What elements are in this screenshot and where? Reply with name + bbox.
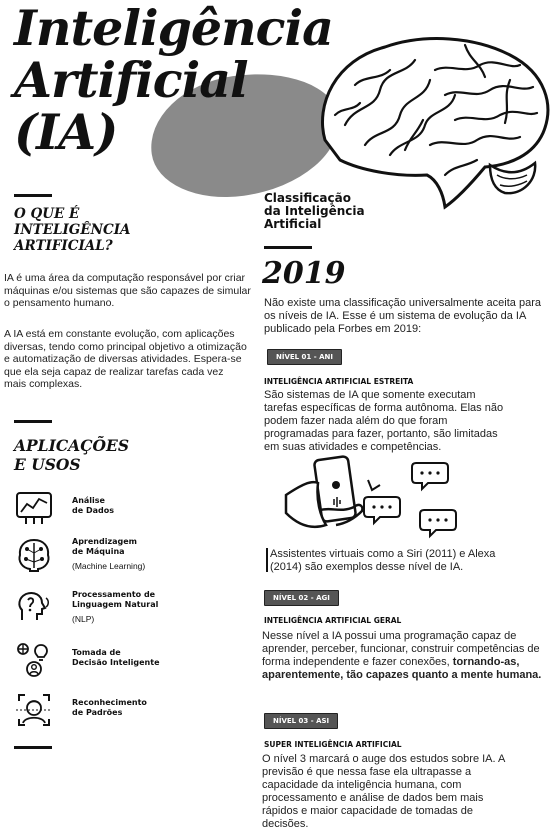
divider xyxy=(14,194,52,197)
divider xyxy=(14,746,52,749)
data-analysis-icon xyxy=(14,488,54,528)
heading-line: ARTIFICIAL? xyxy=(14,238,113,254)
level-heading: INTELIGÊNCIA ARTIFICIAL GERAL xyxy=(264,616,402,625)
application-sub: (NLP) xyxy=(72,614,95,624)
application-label xyxy=(72,698,147,718)
page-title xyxy=(14,0,333,161)
application-label-line: Aprendizagem xyxy=(72,537,137,546)
application-label xyxy=(72,496,114,516)
application-label-line: de Máquina xyxy=(72,547,125,556)
application-label-line: Reconhecimento xyxy=(72,698,147,707)
application-sub: (Machine Learning) xyxy=(72,561,146,571)
applications-heading xyxy=(14,436,129,474)
application-label-line: Tomada de xyxy=(72,648,121,657)
level-heading: SUPER INTELIGÊNCIA ARTIFICIAL xyxy=(264,740,402,749)
classification-title-line: Artificial xyxy=(264,217,322,231)
level-text-bold: tornando-as, aparentemente, tão capazes quanto a mente humana. xyxy=(262,656,542,681)
level-text: São sistemas de IA que somente executam tarefas específicas de forma autônoma. Elas não podem fazer nada além do que foram programadas para fazer, portanto, são limitadas em suas atividades e competências. xyxy=(264,389,504,453)
classification-intro: Não existe uma classificação universalmente aceita para os níveis de IA. Esse é um sistema de evolução da IA publicado pela Forbes em 2019: xyxy=(264,297,541,335)
application-label-line: Análise xyxy=(72,496,105,505)
title-line: Artificial xyxy=(14,51,248,109)
application-label xyxy=(72,648,160,668)
application-label-line: Processamento de xyxy=(72,590,156,599)
level-text-regular: Nesse nível a IA possui uma programação capaz de aprender, perceber, funcionar, construir competências de forma independente e fazer conexões, xyxy=(262,630,540,668)
nlp-icon xyxy=(14,588,54,628)
divider xyxy=(14,420,52,423)
level-badge: NÍVEL 02 - AGI xyxy=(264,590,339,606)
virtual-assistant-illustration xyxy=(276,455,476,550)
classification-title-line: Classificação xyxy=(264,191,351,205)
application-label-line: Decisão Inteligente xyxy=(72,658,160,667)
application-item xyxy=(14,488,244,528)
application-label-line: de Dados xyxy=(72,506,114,515)
heading-line: INTELIGÊNCIA xyxy=(14,222,131,238)
application-item xyxy=(14,640,244,680)
pattern-recognition-icon xyxy=(14,690,54,730)
intro-heading xyxy=(14,206,131,254)
application-item xyxy=(14,588,244,628)
level-note: Assistentes virtuais como a Siri (2011) e Alexa (2014) são exemplos desse nível de IA. xyxy=(270,548,496,573)
level-text: O nível 3 marcará o auge dos estudos sobre IA. A previsão é que nessa fase ela ultrapasse a capacidade da inteligência humana, com processamento e análise de dados bem mais rápidos e maior capacidade de tomadas de decisões. xyxy=(262,753,505,830)
classification-title xyxy=(264,192,365,231)
application-label xyxy=(72,537,145,571)
level-heading: INTELIGÊNCIA ARTIFICIAL ESTREITA xyxy=(264,377,414,386)
heading-line: APLICAÇÕES xyxy=(14,436,130,455)
level-badge: NÍVEL 03 - ASI xyxy=(264,713,338,729)
level-text xyxy=(262,630,558,682)
application-item xyxy=(14,690,244,730)
machine-learning-icon xyxy=(14,535,54,575)
decision-icon xyxy=(14,640,54,680)
title-line: Inteligência xyxy=(14,0,333,57)
intro-paragraph-2: A IA está em constante evolução, com aplicações diversas, tendo como principal objetivo a otimização e automatização de diversas atividades. Espera-se que ela seja capaz de realizar tarefas cada vez mais complexas. xyxy=(4,328,247,390)
title-line: (IA) xyxy=(14,103,118,161)
application-label-line: de Padrões xyxy=(72,708,123,717)
application-label xyxy=(72,590,158,624)
divider xyxy=(264,246,312,249)
heading-line: E USOS xyxy=(14,455,81,474)
application-label-line: Linguagem Natural xyxy=(72,600,159,609)
classification-title-line: da Inteligência xyxy=(264,204,365,218)
application-item xyxy=(14,535,244,575)
note-bar xyxy=(266,548,268,572)
level-badge: NÍVEL 01 - ANI xyxy=(267,349,342,365)
heading-line: O QUE É xyxy=(14,206,80,222)
intro-paragraph-1: IA é uma área da computação responsável por criar máquinas e/ou sistemas que são capazes de simular o pensamento humano. xyxy=(4,272,251,309)
year-heading: 2019 xyxy=(262,256,346,291)
